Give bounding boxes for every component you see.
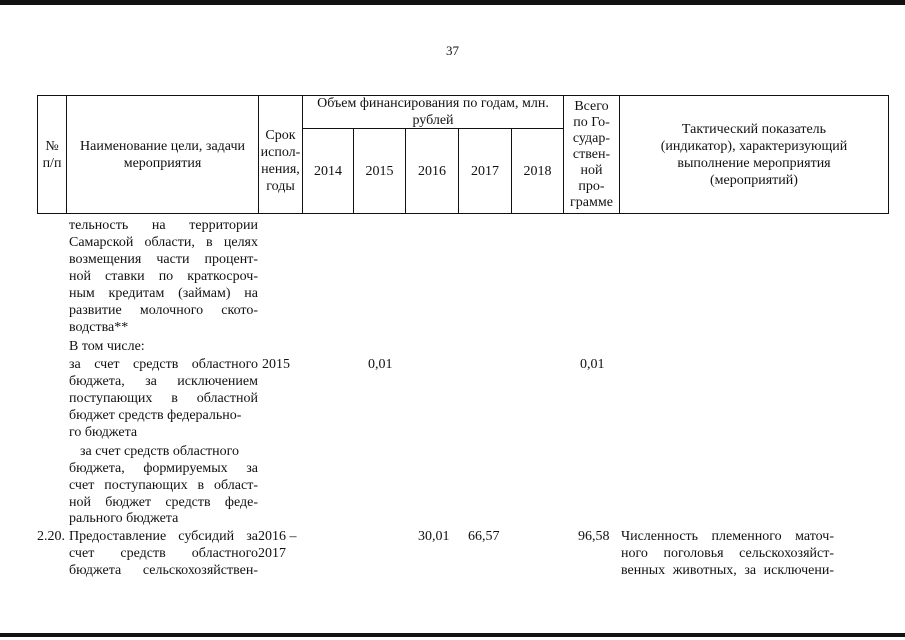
header-year-2017: 2017	[471, 163, 499, 179]
text-line: за счет средств областного	[80, 444, 240, 459]
header-border-bottom	[37, 213, 889, 214]
text-line: бюджета сельскохозяйствен-	[69, 563, 258, 578]
text-line: ной ставки по краткосроч-	[69, 269, 258, 284]
header-year-2018: 2018	[523, 163, 552, 179]
header-funding: Объем финансирования по годам, млн. рублей	[317, 96, 549, 128]
text-line: счет средств областного	[69, 546, 258, 561]
subrow1-total: 0,01	[580, 357, 605, 372]
table-header	[37, 95, 889, 214]
header-name: Наименование цели, задачи мероприятия	[80, 138, 245, 171]
page-number: 37	[446, 43, 459, 58]
text-line: венных животных, за исключени-	[621, 563, 834, 578]
text-line: поступающих в областной	[69, 391, 258, 406]
text-line: бюджета, за исключением	[69, 374, 258, 389]
text-line: водства**	[69, 320, 129, 335]
in-that-number-label: В том числе:	[69, 339, 145, 354]
item-term-end: 2017	[258, 546, 286, 561]
header-total: Всего по Го- судар- ствен- ной про- грамме	[570, 98, 613, 210]
top-border-rule	[0, 0, 905, 5]
subrow1-term: 2015	[262, 357, 290, 372]
text-line: рального бюджета	[69, 511, 179, 526]
text-line: развитие молочного ското-	[69, 303, 258, 318]
text-line: Самарской области, в целях	[69, 235, 258, 250]
header-indicator: Тактический показатель (индикатор), характеризующий выполнение мероприятия (мероприятий)	[660, 121, 848, 188]
text-line: бюджет средств федерально-	[69, 408, 242, 423]
text-line: за счет средств областного	[69, 357, 258, 372]
header-year-2015: 2015	[365, 163, 394, 179]
header-year-2016: 2016	[418, 163, 446, 179]
text-line: Предоставление субсидий за	[69, 529, 258, 544]
item-value-2016: 30,01	[418, 529, 450, 544]
bottom-border-rule	[0, 633, 905, 637]
text-line: тельность на территории	[69, 218, 258, 233]
text-line: возмещения части процент-	[69, 252, 258, 267]
item-term-start: 2016 –	[258, 529, 297, 544]
text-line: ным кредитам (займам) на	[69, 286, 258, 301]
header-year-2014: 2014	[314, 163, 342, 179]
header-border-right	[888, 95, 889, 214]
subrow1-value-2015: 0,01	[368, 357, 393, 372]
text-line: счет поступающих в област-	[69, 478, 258, 493]
text-line: ной бюджет средств феде-	[69, 495, 258, 510]
text-line: ного поголовья сельскохозяйст-	[621, 546, 834, 561]
text-line: бюджета, формируемых за	[69, 461, 258, 476]
text-line: го бюджета	[69, 425, 138, 440]
text-line: Численность племенного маточ-	[621, 529, 834, 544]
item-total: 96,58	[578, 529, 610, 544]
header-number: № п/п	[42, 138, 62, 171]
item-value-2017: 66,57	[468, 529, 500, 544]
header-term: Срок испол- нения, годы	[260, 128, 301, 194]
item-number: 2.20.	[37, 529, 65, 544]
